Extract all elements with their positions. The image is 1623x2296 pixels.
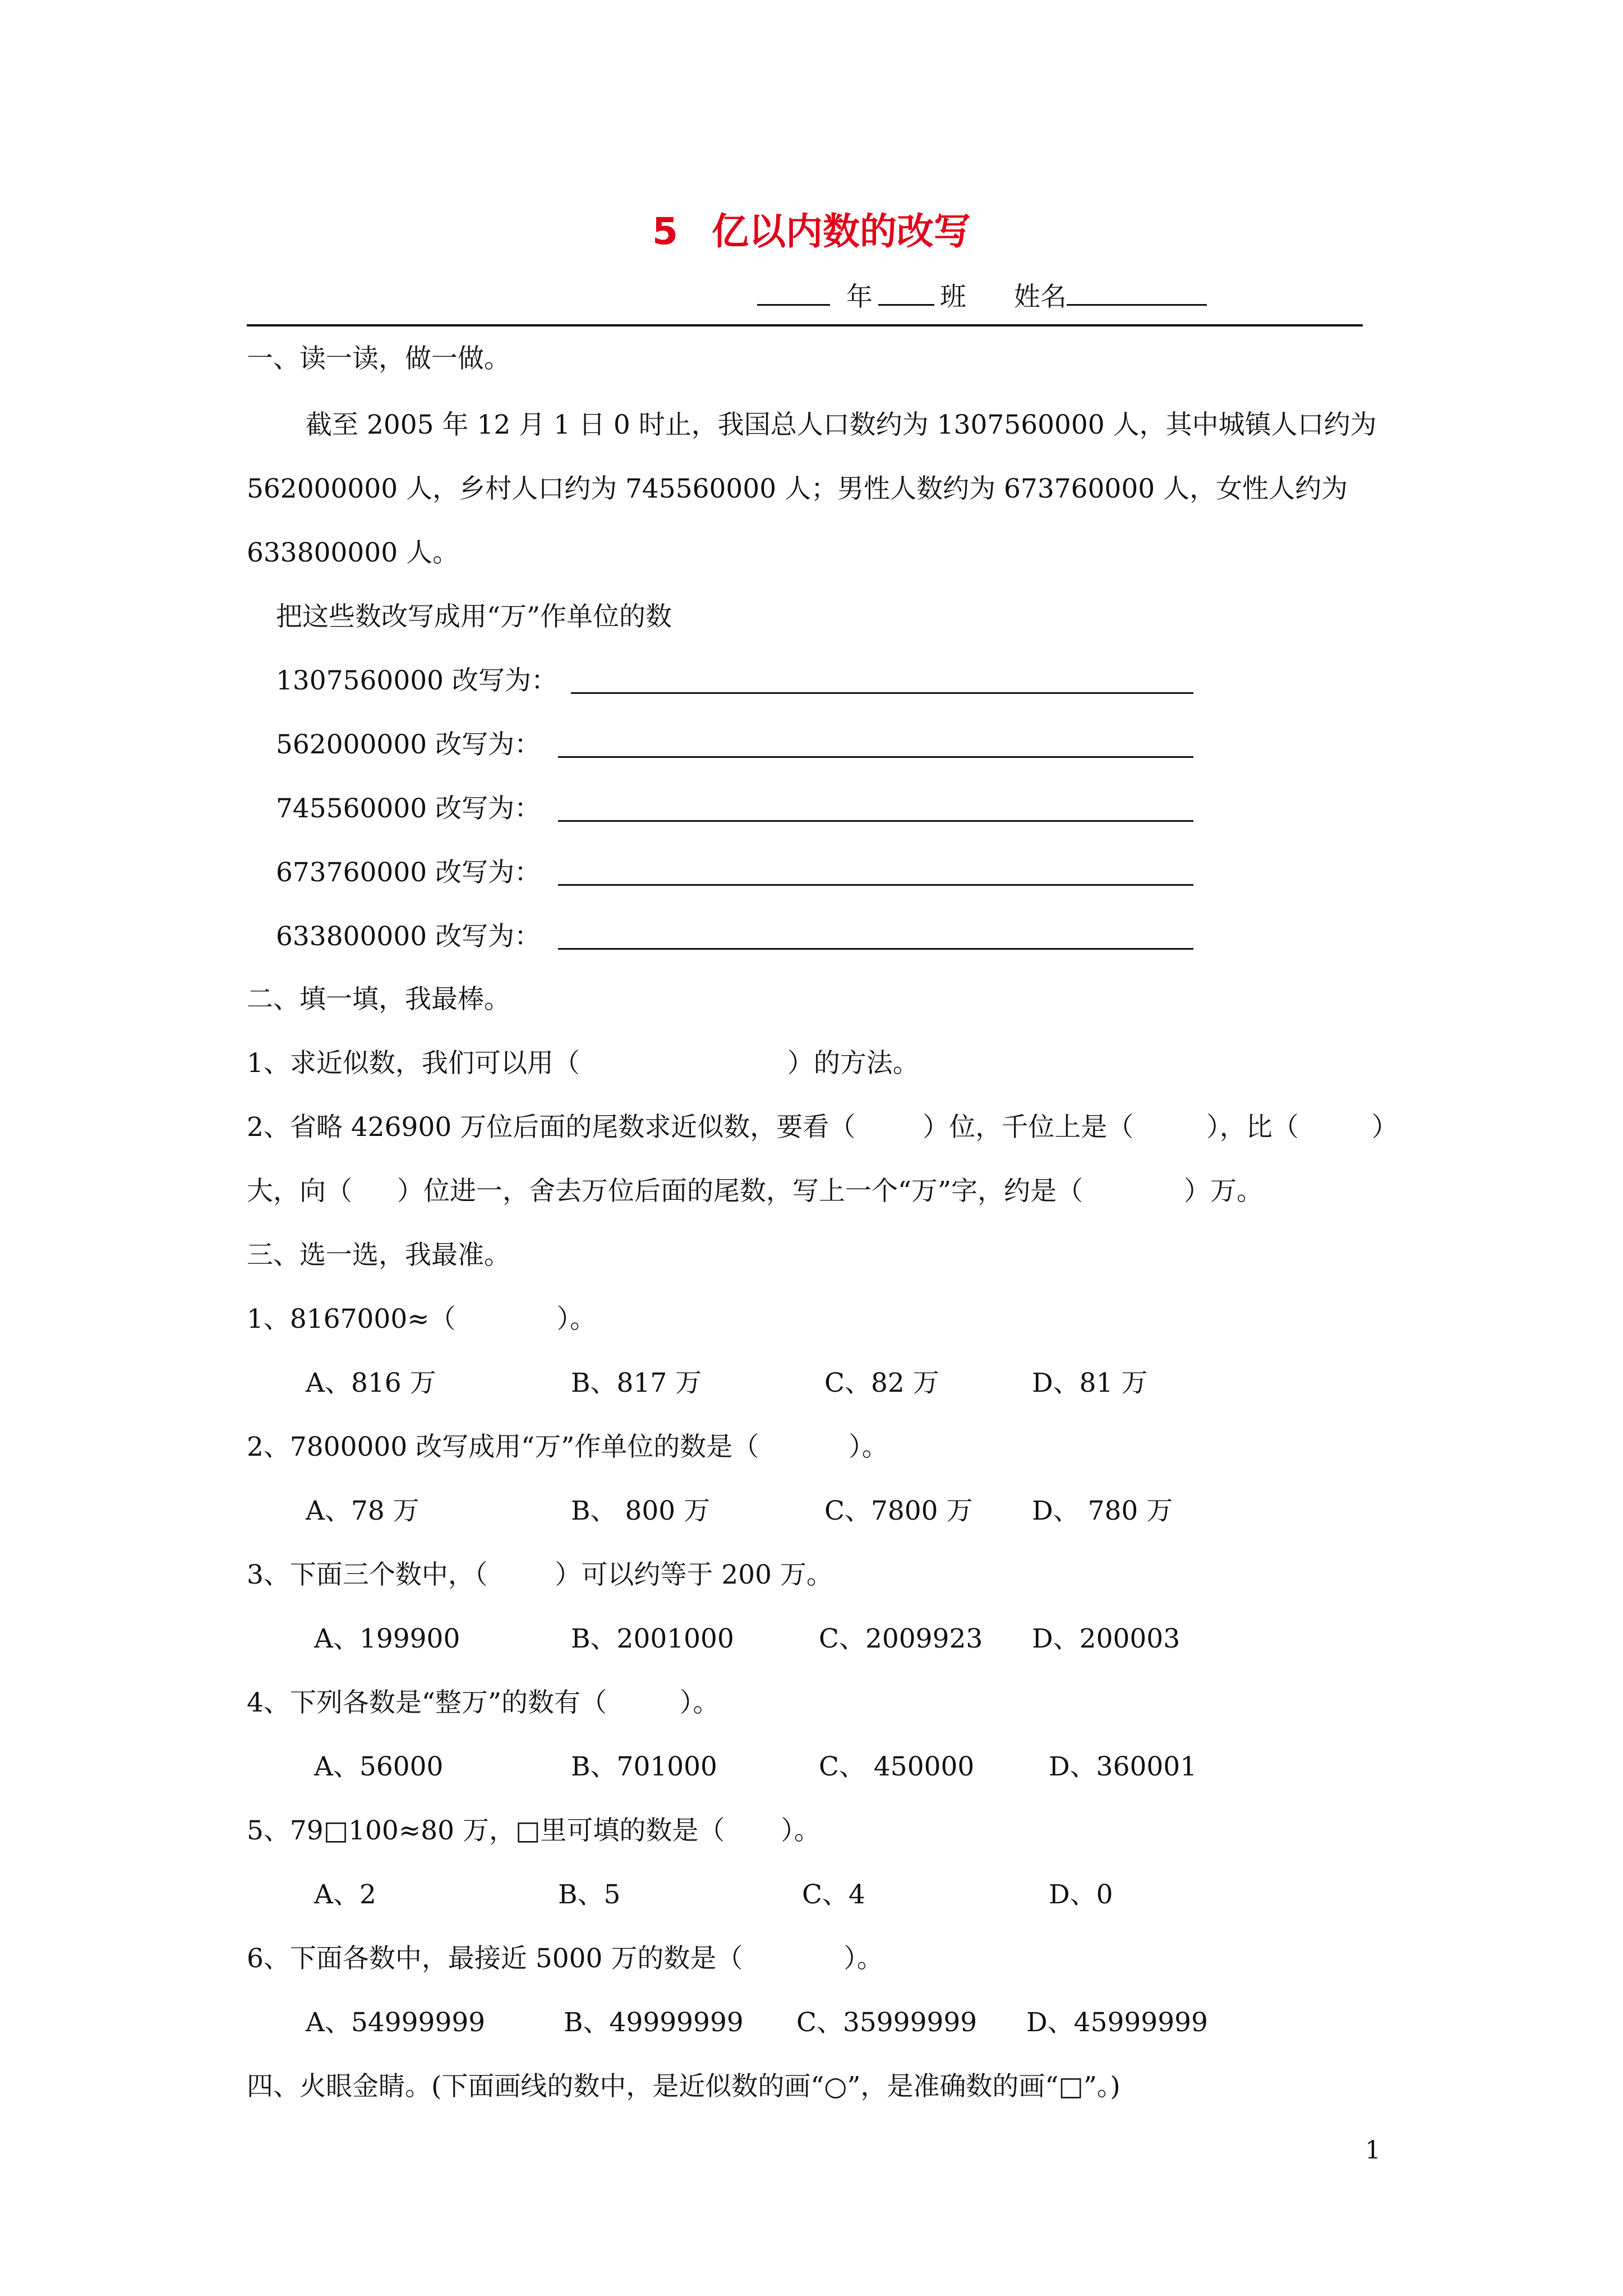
year-label: 年 <box>846 282 873 312</box>
choice-question-4 <box>247 1686 719 1720</box>
choice-q4-stem: 4、下列各数是“整万”的数有（ <box>247 1687 607 1718</box>
page-number: 1 <box>1365 2136 1381 2165</box>
choice-q6-option-c[interactable]: C、35999999 <box>796 2007 978 2038</box>
rewrite-answer-line-1[interactable] <box>571 692 1193 694</box>
rewrite-label-2: 562000000 改写为： <box>276 729 541 760</box>
header-rule <box>247 324 1363 326</box>
choice-q3-option-a[interactable]: A、199900 <box>314 1623 460 1654</box>
choice-q2-option-b[interactable]: B、 800 万 <box>571 1496 711 1526</box>
choice-question-3 <box>247 1558 833 1592</box>
fill-q1-text-a: 1、求近似数，我们可以用（ <box>247 1048 580 1079</box>
section4-heading: 四、火眼金睛。(下面画线的数中，是近似数的画“○”，是准确数的画“□”。) <box>247 2071 1121 2102</box>
title-text: 亿以内数的改写 <box>711 210 971 253</box>
choice-q5-stem: 5、79□100≈80 万，□里可填的数是（ <box>247 1815 725 1846</box>
title-number: 5 <box>652 210 678 253</box>
choice-q2-option-a[interactable]: A、78 万 <box>306 1496 419 1526</box>
choice-q6-option-d[interactable]: D、45999999 <box>1026 2007 1208 2038</box>
fill-q2-text-a: 2、省略 426900 万位后面的尾数求近似数，要看（ <box>247 1112 856 1143</box>
choice-q6-stem-end: ）。 <box>843 1943 883 1974</box>
rewrite-answer-line-4[interactable] <box>558 884 1193 886</box>
class-label: 班 <box>939 282 966 312</box>
section1-heading: 一、读一读，做一做。 <box>247 343 510 374</box>
student-info-line <box>757 280 1207 314</box>
choice-q3-option-b[interactable]: B、2001000 <box>571 1623 734 1654</box>
choice-q2-option-d[interactable]: D、 780 万 <box>1032 1496 1173 1526</box>
rewrite-label-4: 673760000 改写为： <box>276 857 541 888</box>
choice-q1-stem-end: ）。 <box>556 1304 597 1335</box>
class-blank[interactable] <box>878 280 934 306</box>
choice-q4-option-c[interactable]: C、 450000 <box>819 1751 975 1782</box>
fill-q2-text-c: ），比（ <box>1206 1112 1299 1143</box>
section2-heading: 二、填一填，我最棒。 <box>247 984 510 1015</box>
choice-q5-option-d[interactable]: D、0 <box>1049 1879 1113 1910</box>
section3-heading: 三、选一选，我最准。 <box>247 1240 510 1271</box>
choice-question-6 <box>247 1942 883 1976</box>
fill-question-1 <box>247 1047 919 1080</box>
fill-question-2-line1 <box>247 1111 1398 1144</box>
fill-q2-text-e: 大，向（ <box>247 1176 352 1207</box>
choice-q4-option-d[interactable]: D、360001 <box>1049 1751 1197 1782</box>
choice-question-1 <box>247 1303 596 1336</box>
choice-question-5 <box>247 1814 820 1848</box>
choice-q3-stem: 3、下面三个数中，（ <box>247 1559 488 1590</box>
grade-blank[interactable] <box>757 280 830 306</box>
name-blank[interactable] <box>1067 280 1207 306</box>
choice-q5-option-b[interactable]: B、5 <box>558 1879 621 1910</box>
section1-para-line3: 633800000 人。 <box>247 537 459 568</box>
choice-q1-option-d[interactable]: D、81 万 <box>1032 1368 1148 1398</box>
choice-q6-option-b[interactable]: B、49999999 <box>564 2007 744 2038</box>
section1-para-line1: 截至 2005 年 12 月 1 日 0 时止，我国总人口数约为 1307560000 人，其中城镇人口约为 <box>306 409 1377 440</box>
choice-q5-stem-end: ）。 <box>781 1815 820 1846</box>
choice-q6-stem: 6、下面各数中，最接近 5000 万的数是（ <box>247 1943 743 1974</box>
choice-q3-option-d[interactable]: D、200003 <box>1032 1623 1181 1654</box>
choice-q4-stem-end: ）。 <box>679 1687 720 1718</box>
rewrite-answer-line-5[interactable] <box>558 948 1193 950</box>
choice-question-2 <box>247 1430 888 1464</box>
choice-q2-stem: 2、7800000 改写成用“万”作单位的数是（ <box>247 1432 759 1462</box>
fill-q2-text-d: ） <box>1371 1112 1398 1143</box>
choice-q4-option-a[interactable]: A、56000 <box>314 1751 444 1782</box>
choice-q5-option-c[interactable]: C、4 <box>802 1879 865 1910</box>
fill-question-2-line2 <box>247 1175 1263 1208</box>
rewrite-label-5: 633800000 改写为： <box>276 921 541 952</box>
choice-q1-stem: 1、8167000≈（ <box>247 1304 456 1335</box>
choice-q6-option-a[interactable]: A、54999999 <box>306 2007 486 2038</box>
fill-q2-text-f: ）位进一，舍去万位后面的尾数，写上一个“万”字，约是（ <box>397 1176 1083 1207</box>
choice-q2-stem-end: ）。 <box>849 1432 888 1462</box>
rewrite-label-1: 1307560000 改写为： <box>276 665 557 696</box>
rewrite-answer-line-2[interactable] <box>558 756 1193 758</box>
fill-q1-text-b: ）的方法。 <box>787 1048 919 1079</box>
choice-q4-option-b[interactable]: B、701000 <box>571 1751 717 1782</box>
page-title <box>0 206 1623 257</box>
rewrite-label-3: 745560000 改写为： <box>276 793 541 824</box>
fill-q2-text-b: ）位，千位上是（ <box>923 1112 1134 1143</box>
choice-q5-option-a[interactable]: A、2 <box>314 1879 376 1910</box>
name-label: 姓名 <box>1013 282 1067 312</box>
section1-para-line2: 562000000 人，乡村人口约为 745560000 人；男性人数约为 673760000 人，女性人约为 <box>247 473 1348 504</box>
fill-q2-text-g: ）万。 <box>1184 1176 1264 1207</box>
choice-q1-option-b[interactable]: B、817 万 <box>571 1368 702 1398</box>
choice-q3-stem-end: ）可以约等于 200 万。 <box>555 1559 833 1590</box>
choice-q3-option-c[interactable]: C、2009923 <box>819 1623 983 1654</box>
choice-q1-option-a[interactable]: A、816 万 <box>306 1368 436 1398</box>
choice-q2-option-c[interactable]: C、7800 万 <box>824 1496 973 1526</box>
rewrite-answer-line-3[interactable] <box>558 820 1193 822</box>
section1-instruction: 把这些数改写成用“万”作单位的数 <box>276 601 672 632</box>
choice-q1-option-c[interactable]: C、82 万 <box>824 1368 939 1398</box>
